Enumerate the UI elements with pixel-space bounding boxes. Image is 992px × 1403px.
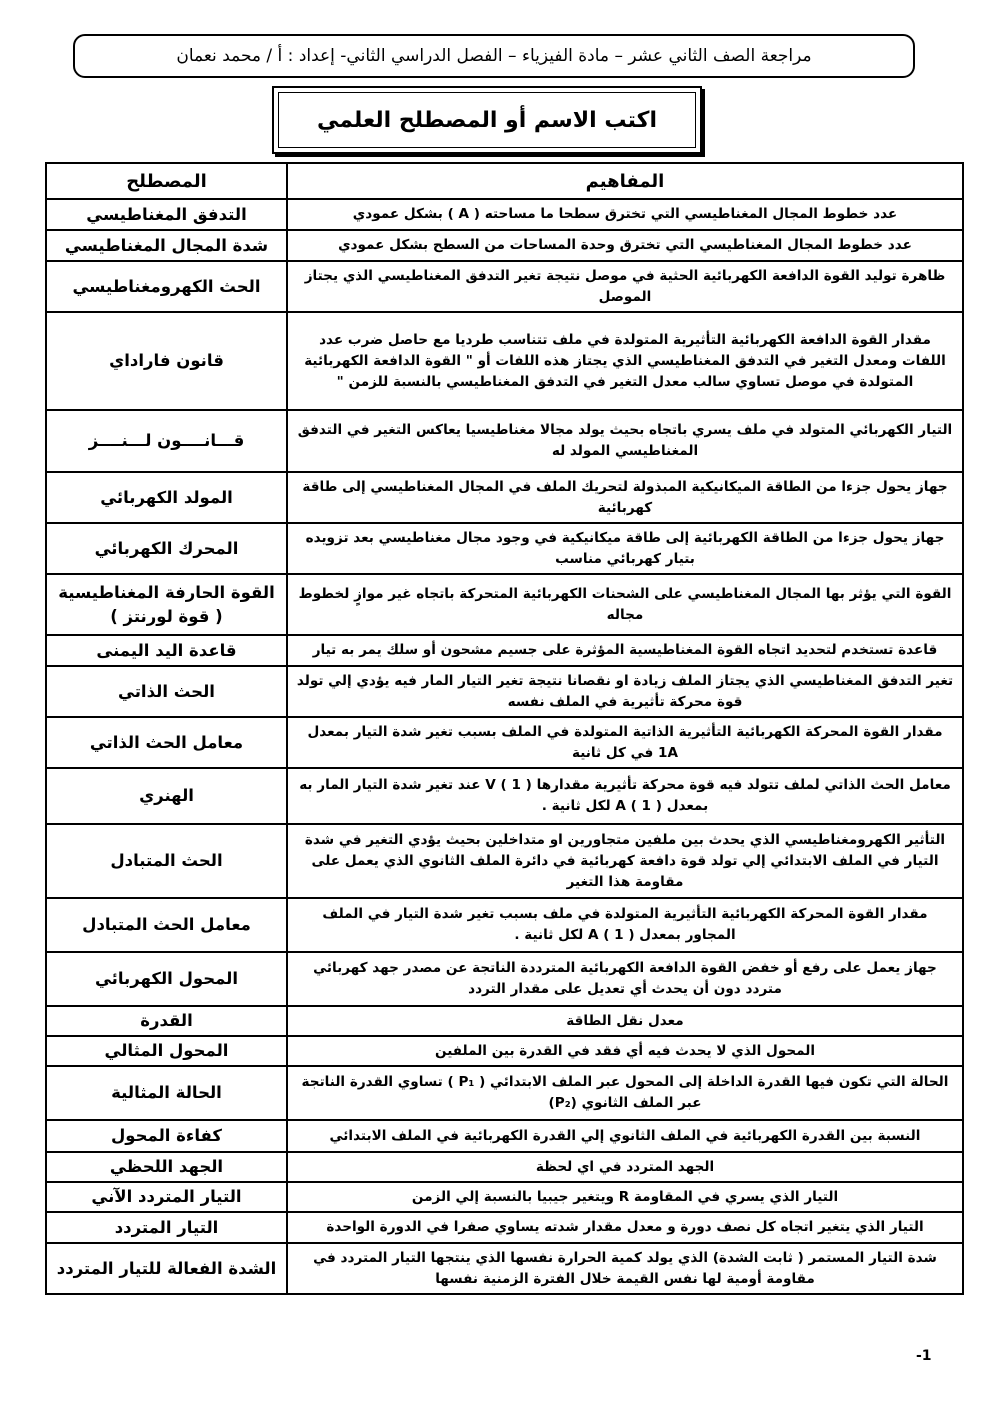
table-row <box>46 199 963 230</box>
term-cell: الجهد اللحظي <box>46 1152 287 1182</box>
concept-cell: معدل نقل الطاقة <box>287 1006 963 1036</box>
title-box <box>272 86 702 154</box>
table-row <box>46 666 963 717</box>
table-row <box>46 574 963 635</box>
table-row <box>46 1120 963 1152</box>
header-text: مراجعة الصف الثاني عشر – مادة الفيزياء – الفصل الدراسي الثاني- إعداد : أ / محمد نعمان <box>176 46 812 66</box>
table-row <box>46 1243 963 1294</box>
term-cell: قانون فاراداي <box>46 312 287 410</box>
term-cell: معامل الحث المتبادل <box>46 898 287 952</box>
term-cell: الهنري <box>46 768 287 824</box>
table-header-row <box>46 163 963 199</box>
page-number: -1 <box>916 1348 932 1364</box>
table-row <box>46 1182 963 1212</box>
concept-cell: النسبة بين القدرة الكهربائية في الملف الثانوي إلي القدرة الكهربائية في الملف الابتدائي <box>287 1120 963 1152</box>
concept-cell: مقدار القوة المحركة الكهربائية التأثيرية المتولدة في ملف بسبب تغير شدة التيار في الملف المجاور بمعدل A ( 1 ) لكل ثانية . <box>287 898 963 952</box>
table-row <box>46 768 963 824</box>
concept-cell: عدد خطوط المجال المغناطيسي التي تخترق وحدة المساحات من السطح بشكل عمودي <box>287 230 963 261</box>
glossary-table <box>45 162 964 1295</box>
concept-cell: الحالة التي تكون فيها القدرة الداخلة إلى المحول عبر الملف الابتدائي ( P₁ ) تساوي القدرة الناتجة عبر الملف الثانوي (P₂) <box>287 1066 963 1120</box>
concept-cell: جهاز يعمل على رفع أو خفض القوة الدافعة الكهربائية المترددة الناتجة عن مصدر جهد كهربائي متردد دون أن يحدث أي تعديل على مقدار التردد <box>287 952 963 1006</box>
table-row <box>46 1152 963 1182</box>
table-row <box>46 952 963 1006</box>
term-cell: القوة الحارفة المغناطيسية ( قوة لورنتز ) <box>46 574 287 635</box>
term-cell: المحول الكهربائي <box>46 952 287 1006</box>
header-concepts: المفاهيم <box>287 163 963 199</box>
table-row <box>46 1036 963 1066</box>
concept-cell: الجهد المتردد في اي لحظة <box>287 1152 963 1182</box>
term-cell: التيار المتردد الآني <box>46 1182 287 1212</box>
concept-cell: مقدار القوة الدافعة الكهربائية التأثيرية المتولدة في ملف تتناسب طرديا مع حاصل ضرب عدد اللفات ومعدل التغير في التدفق المغناطيسي الذي يجتاز هذه اللفات أو " القوة الدافعة الكهربائية المتولدة في موصل تساوي سالب معدل التغير في التدفق المغناطيسي بالنسبة للزمن " <box>287 312 963 410</box>
term-cell: معامل الحث الذاتي <box>46 717 287 768</box>
concept-cell: معامل الحث الذاتي لملف تتولد فيه قوة محركة تأثيرية مقدارها V ( 1 ) عند تغير شدة التيار المار به بمعدل A ( 1 ) لكل ثانية . <box>287 768 963 824</box>
concept-cell: التأثير الكهرومغناطيسي الذي يحدث بين ملفين متجاورين او متداخلين بحيث يؤدي التغير في شدة التيار في الملف الابتدائي إلي تولد قوة دافعة كهربائية في دائرة الملف الثانوي الذي يعمل على مقاومة هذا التغير <box>287 824 963 898</box>
page-title: اكتب الاسم أو المصطلح العلمي <box>278 92 696 148</box>
concept-cell: التيار الكهربائي المتولد في ملف يسري باتجاه بحيث يولد مجالا مغناطيسيا يعاكس التغير في التدفق المغناطيسي المولد له <box>287 410 963 472</box>
table-row <box>46 1066 963 1120</box>
term-cell: الشدة الفعالة للتيار المتردد <box>46 1243 287 1294</box>
table-row <box>46 472 963 523</box>
term-cell: المولد الكهربائي <box>46 472 287 523</box>
term-cell: المحول المثالي <box>46 1036 287 1066</box>
term-cell: قاعدة اليد اليمنى <box>46 635 287 666</box>
concept-cell: القوة التي يؤثر بها المجال المغناطيسي على الشحنات الكهربائية المتحركة باتجاه غير موازٍ لخطوط مجاله <box>287 574 963 635</box>
concept-cell: تغير التدفق المغناطيسي الذي يجتاز الملف زيادة او نقصانا نتيجة تغير التيار المار فيه يؤدي إلي تولد قوة محركة تأثيرية في الملف نفسه <box>287 666 963 717</box>
concept-cell: مقدار القوة المحركة الكهربائية التأثيرية الذاتية المتولدة في الملف بسبب تغير شدة التيار بمعدل 1A في كل ثانية <box>287 717 963 768</box>
concept-cell: قاعدة تستخدم لتحديد اتجاه القوة المغناطيسية المؤثرة على جسيم مشحون أو سلك يمر به تيار <box>287 635 963 666</box>
table-row <box>46 410 963 472</box>
table-row <box>46 898 963 952</box>
concept-cell: التيار الذي يسري في المقاومة R ويتغير جيبيا بالنسبة إلي الزمن <box>287 1182 963 1212</box>
concept-cell: ظاهرة توليد القوة الدافعة الكهربائية الحثية في موصل نتيجة تغير التدفق المغناطيسي الذي يجتاز الموصل <box>287 261 963 312</box>
term-cell: القدرة <box>46 1006 287 1036</box>
table-row <box>46 1212 963 1243</box>
term-cell: المحرك الكهربائي <box>46 523 287 574</box>
table-row <box>46 824 963 898</box>
concept-cell: التيار الذي يتغير اتجاه كل نصف دورة و معدل مقدار شدته يساوي صفرا في الدورة الواحدة <box>287 1212 963 1243</box>
term-cell: الحث الذاتي <box>46 666 287 717</box>
concept-cell: شدة التيار المستمر ( ثابت الشدة) الذي يولد كمية الحرارة نفسها الذي ينتجها التيار المتردد في مقاومة أومية لها نفس القيمة خلال الفترة الزمنية نفسها <box>287 1243 963 1294</box>
term-cell: التيار المتردد <box>46 1212 287 1243</box>
term-cell: كفاءة المحول <box>46 1120 287 1152</box>
page-header <box>73 34 915 78</box>
table-row <box>46 261 963 312</box>
table-row <box>46 523 963 574</box>
concept-cell: جهاز يحول جزءا من الطاقة الكهربائية إلى طاقة ميكانيكية في وجود مجال مغناطيسي بعد تزويده بتيار كهربائي مناسب <box>287 523 963 574</box>
table-row <box>46 312 963 410</box>
term-cell: الحث المتبادل <box>46 824 287 898</box>
term-cell: قـــانــــون لـــنــــز <box>46 410 287 472</box>
concept-cell: عدد خطوط المجال المغناطيسي التي تخترق سطحا ما مساحته ( A ) بشكل عمودي <box>287 199 963 230</box>
term-cell: الحث الكهرومغناطيسي <box>46 261 287 312</box>
table-row <box>46 230 963 261</box>
table-row <box>46 1006 963 1036</box>
table-row <box>46 717 963 768</box>
term-cell: شدة المجال المغناطيسي <box>46 230 287 261</box>
concept-cell: المحول الذي لا يحدث فيه أي فقد في القدرة بين الملفين <box>287 1036 963 1066</box>
table-row <box>46 635 963 666</box>
term-cell: التدفق المغناطيسي <box>46 199 287 230</box>
header-term: المصطلح <box>46 163 287 199</box>
term-cell: الحالة المثالية <box>46 1066 287 1120</box>
concept-cell: جهاز يحول جزءا من الطاقة الميكانيكية المبذولة لتحريك الملف في المجال المغناطيسي إلى طاقة كهربائية <box>287 472 963 523</box>
